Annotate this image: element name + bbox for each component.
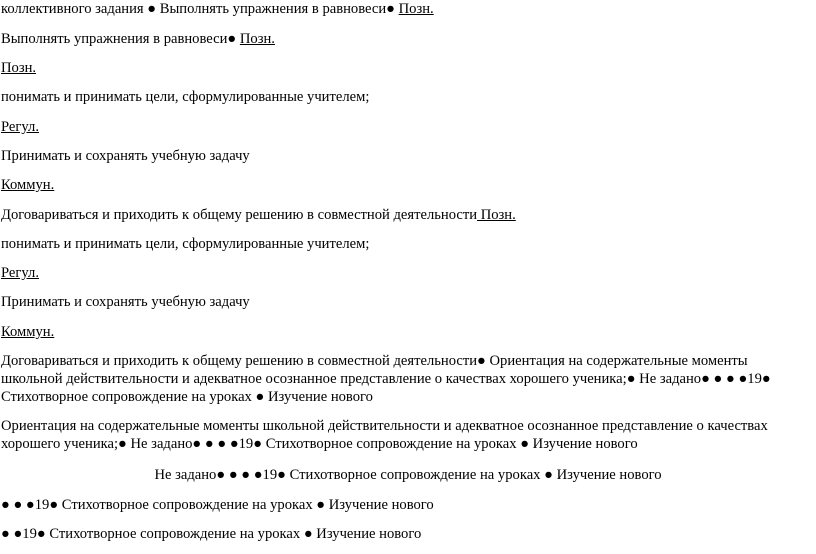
text-line-bullets-3: ● ● ●19● Стихотворное сопровождение на уроках ● Изучение нового [1, 497, 434, 513]
text-line-2-body: Выполнять упражнения в равновеси● [1, 31, 240, 47]
kommun-heading: Коммун. [1, 177, 55, 193]
text-line-agree [1, 206, 516, 224]
text-line-agree-body: Договариваться и приходить к общему решению в совместной деятельности [1, 207, 478, 223]
text-line-goals: понимать и принимать цели, сформулированные учителем; [1, 89, 370, 105]
text-line-task: Принимать и сохранять учебную задачу [1, 148, 250, 164]
text-line-2 [1, 30, 275, 48]
regul-heading-2: Регул. [1, 265, 39, 281]
kommun-heading-2: Коммун. [1, 324, 55, 340]
text-line-1-body: коллективного задания ● Выполнять упражнения в равновеси● [1, 1, 399, 17]
pozn-heading: Позн. [1, 60, 37, 76]
text-line-goals-2: понимать и принимать цели, сформулированные учителем; [1, 236, 370, 252]
paragraph-orientation: Ориентация на содержательные моменты школьной действительности и адекватное осознанное представление о качествах хорошего ученика;● Не задано● ● ● ●19● Стихотворное сопровождение на уроках ● Изучение нового [1, 418, 768, 452]
text-line-1 [1, 0, 434, 18]
pozn-link: Позн. [239, 31, 275, 47]
paragraph-agree-orientation: Договариваться и приходить к общему решению в совместной деятельности● Ориентация на содержательные моменты школьной действительности и адекватное осознанное представление о качествах хорошего ученика;● Не задано● ● ● ●19● Стихотворное сопровождение на уроках ● Изучение нового [1, 353, 771, 405]
text-line-task-2: Принимать и сохранять учебную задачу [1, 294, 250, 310]
pozn-link: Позн. [398, 1, 434, 17]
text-line-bullets-2: ● ●19● Стихотворное сопровождение на уроках ● Изучение нового [1, 526, 422, 542]
pozn-link: Позн. [477, 207, 516, 223]
regul-heading: Регул. [1, 119, 39, 135]
centered-line-not-set: Не задано● ● ● ●19● Стихотворное сопровождение на уроках ● Изучение нового [154, 467, 662, 483]
